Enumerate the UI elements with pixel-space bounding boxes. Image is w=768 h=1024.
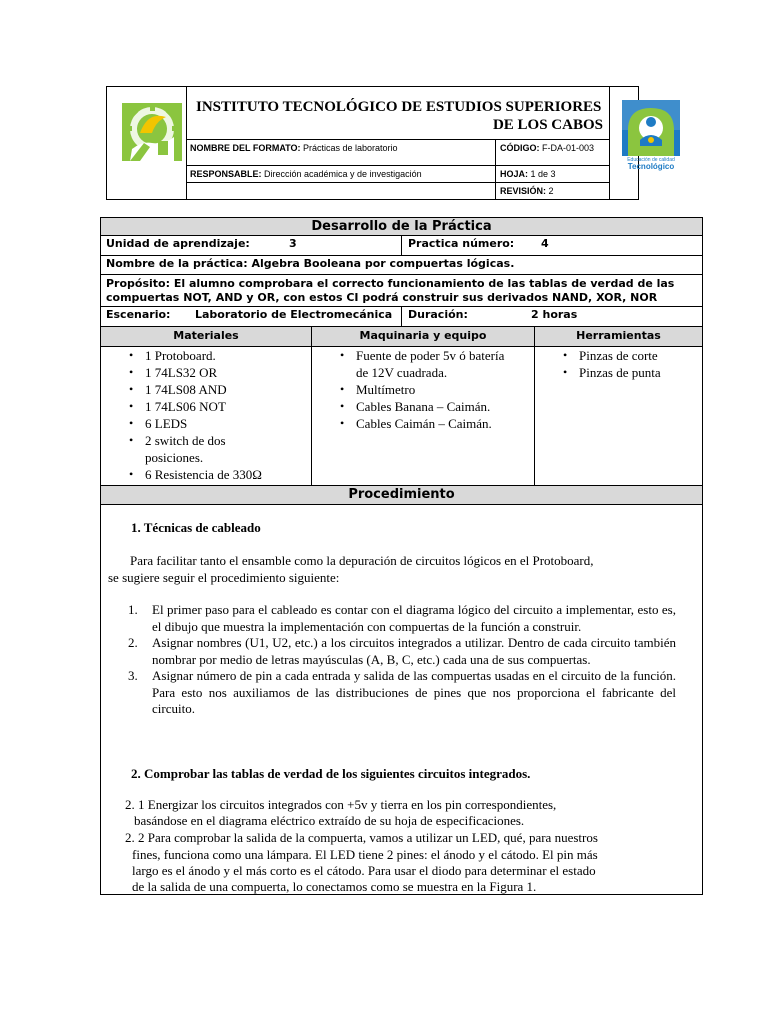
- col-tools-header: Herramientas: [576, 329, 661, 342]
- duration-value: 2 horas: [531, 308, 578, 321]
- step-item: [128, 635, 676, 668]
- step-number: 2.: [128, 635, 138, 650]
- format-name-value: Prácticas de laboratorio: [300, 143, 398, 153]
- material-item: • 1 74LS06 NOT: [123, 398, 308, 415]
- practice-name-label: Nombre de la práctica:: [106, 257, 248, 270]
- rule-c: [100, 274, 703, 275]
- sub-2-2-line-2: fines, funciona como una lámpara. El LED tiene 2 pines: el ánodo y el cátodo. El pin más: [132, 847, 598, 862]
- tecnologico-caption-small: Educación de calidad: [627, 157, 675, 163]
- rule-b: [100, 255, 703, 256]
- practice-name-value: Algebra Booleana por compuertas lógicas.: [247, 257, 515, 270]
- step-text: El primer paso para el cableado es contar con el diagrama lógico del circuito a implementar, esto es, el dibujo que muestra la implementación con compuertas de la función a construir.: [152, 602, 676, 634]
- practice-section-title: [101, 218, 702, 235]
- procedure-title: Procedimiento: [348, 487, 455, 502]
- institute-logo: [122, 103, 182, 161]
- code-label: CÓDIGO:: [500, 143, 540, 153]
- step-number: 1.: [128, 602, 138, 617]
- material-item: • 1 74LS08 AND: [123, 381, 308, 398]
- sub-2-2-line-3: largo es el ánodo y el más corto es el cátodo. Para usar el diodo para determinar el estado: [132, 863, 596, 878]
- material-item: • 1 Protoboard.: [123, 347, 308, 364]
- code-field: [500, 142, 606, 154]
- section-1-title: 1. Técnicas de cableado: [131, 520, 261, 535]
- material-item: • 6 Resistencia de 330Ω: [123, 466, 308, 483]
- responsible-value: Dirección académica y de investigación: [261, 169, 422, 179]
- header-rule-3: [186, 182, 609, 183]
- step-item: [128, 668, 676, 718]
- institution-name-line2: DE LOS CABOS: [492, 117, 603, 133]
- sub-2-2-line-4: de la salida de una compuerta, lo conectamos como se muestra en la Figura 1.: [132, 879, 537, 894]
- scenario-value: Laboratorio de Electromecánica: [195, 308, 393, 321]
- tool-item: • Pinzas de punta: [557, 364, 697, 381]
- material-item: • 2 switch de dos posiciones.: [123, 432, 255, 466]
- step-text: Asignar nombres (U1, U2, etc.) a los circuitos integrados a utilizar. Dentro de cada circuito también nombrar por medio de letras mayúsculas (A, B, C, etc.) cada una de sus compuertas.: [152, 635, 676, 667]
- procedure-title-bar: [101, 486, 702, 504]
- format-name-label: NOMBRE DEL FORMATO:: [190, 143, 301, 153]
- intro-line-1: Para facilitar tanto el ensamble como la depuración de circuitos lógicos en el Protoboard,: [130, 553, 594, 568]
- step-number: 3.: [128, 668, 138, 683]
- code-value: F-DA-01-003: [539, 143, 595, 153]
- col-materials-header: Materiales: [173, 329, 239, 342]
- purpose-label: Propósito:: [106, 277, 171, 290]
- practice-number-label: Practica número:: [408, 237, 515, 250]
- unit-divider: [401, 235, 402, 255]
- institution-name-line1: INSTITUTO TECNOLÓGICO DE ESTUDIOS SUPERIORES: [196, 99, 602, 115]
- purpose-line-2: compuertas NOT, AND y OR, con estos CI podrá construir sus derivados NAND, XOR, NOR: [106, 291, 658, 304]
- tools-list: [557, 347, 697, 381]
- materials-list: [123, 347, 308, 483]
- tecnologico-caption: Tecnológico: [627, 162, 675, 171]
- material-item: • 1 74LS32 OR: [123, 364, 308, 381]
- scenario-label: Escenario:: [106, 308, 171, 321]
- intro-line-2: se sugiere seguir el procedimiento siguiente:: [108, 570, 340, 585]
- col-divider-2: [534, 326, 535, 485]
- responsible-field: [190, 169, 422, 179]
- practice-number-value: 4: [541, 237, 549, 250]
- header-rule-1: [186, 139, 609, 140]
- machinery-item: • Fuente de poder 5v ó batería de 12V cuadrada.: [334, 347, 506, 381]
- sheet-label: HOJA:: [500, 169, 529, 179]
- header-divider-right: [609, 86, 610, 199]
- purpose-text-1: El alumno comprobara el correcto funcionamiento de las tablas de verdad de las: [170, 277, 675, 290]
- scenario-divider: [401, 306, 402, 326]
- sheet-field: [500, 169, 556, 179]
- col-machinery-header: Maquinaria y equipo: [359, 329, 487, 342]
- unit-label: Unidad de aprendizaje:: [106, 237, 250, 250]
- header-divider-mid: [495, 139, 496, 199]
- machinery-item: • Multímetro: [334, 381, 530, 398]
- tool-item: • Pinzas de corte: [557, 347, 697, 364]
- machinery-item: • Cables Banana – Caimán.: [334, 398, 530, 415]
- practice-name: [106, 257, 514, 270]
- duration-label: Duración:: [408, 308, 468, 321]
- section-2-title: 2. Comprobar las tablas de verdad de los siguientes circuitos integrados.: [131, 766, 531, 781]
- format-name-field: [190, 143, 398, 153]
- purpose-line-1: [106, 277, 674, 290]
- rule-h: [100, 504, 703, 505]
- col-divider-1: [311, 326, 312, 485]
- step-text: Asignar número de pin a cada entrada y salida de las compuertas usadas en el circuito de la función. Para esto nos auxiliamos de las distribuciones de pines que nos proporciona el fabricante del circuito.: [152, 668, 676, 716]
- sheet-value: 1 de 3: [528, 169, 556, 179]
- sub-2-2-line-1: 2. 2 Para comprobar la salida de la compuerta, vamos a utilizar un LED, qué, para nuestros: [125, 830, 598, 845]
- sub-2-1-line-1: 2. 1 Energizar los circuitos integrados con +5v y tierra en los pin correspondientes,: [125, 797, 557, 812]
- sub-2-1-line-2: basándose en el diagrama eléctrico extraído de su hoja de especificaciones.: [134, 813, 525, 828]
- machinery-list: [334, 347, 530, 432]
- revision-field: [500, 186, 554, 196]
- material-item: • 6 LEDS: [123, 415, 308, 432]
- revision-label: REVISIÓN:: [500, 186, 547, 196]
- header-rule-2: [186, 165, 609, 166]
- steps-list: [128, 602, 676, 718]
- practice-section-title-text: Desarrollo de la Práctica: [311, 219, 492, 234]
- step-item: [128, 602, 676, 635]
- revision-value: 2: [546, 186, 554, 196]
- responsible-label: RESPONSABLE:: [190, 169, 262, 179]
- unit-value: 3: [289, 237, 297, 250]
- machinery-item: • Cables Caimán – Caimán.: [334, 415, 530, 432]
